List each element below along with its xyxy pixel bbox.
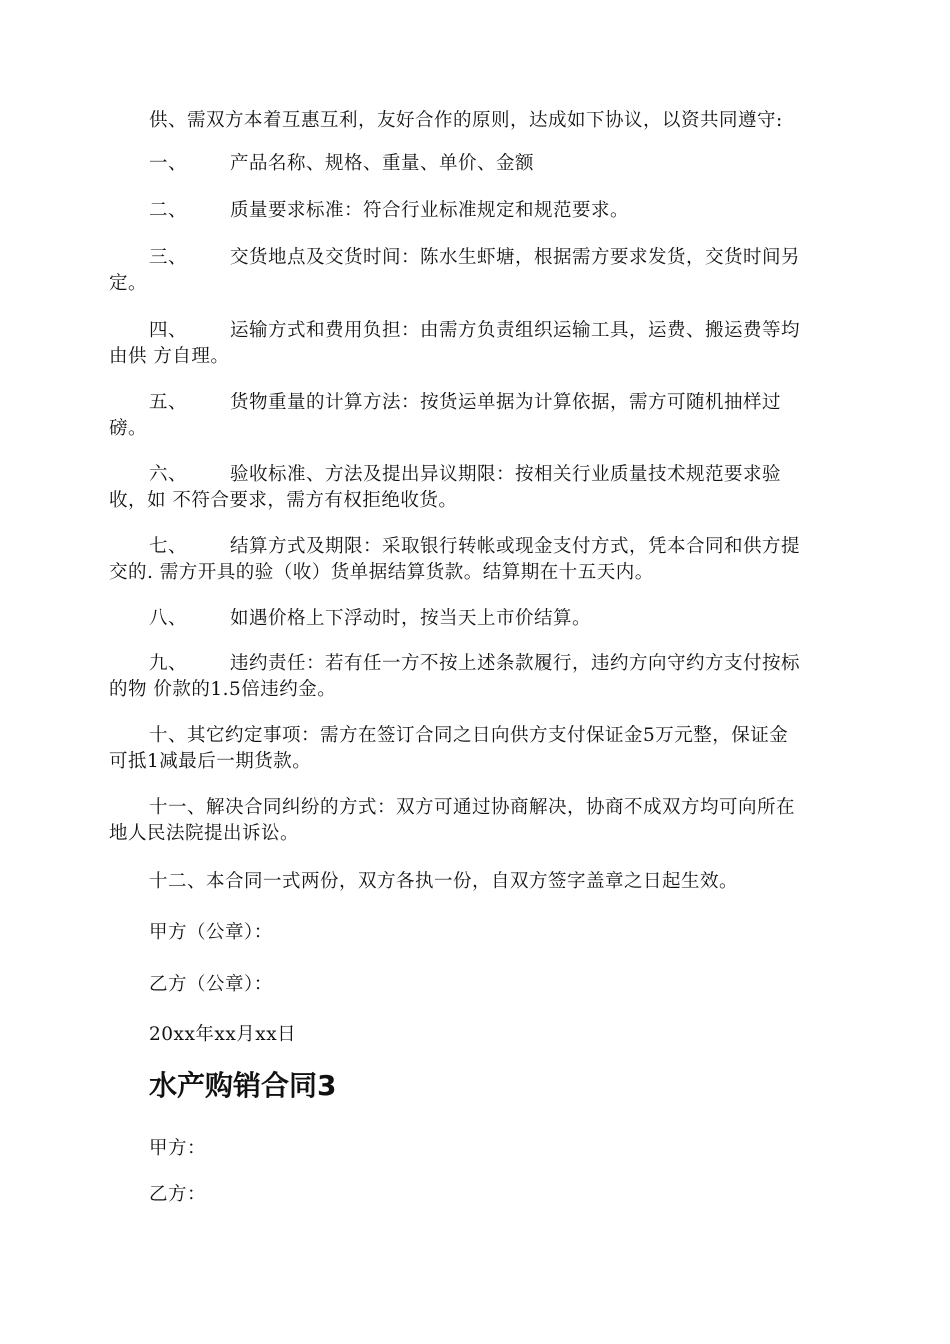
clause-text: 验收标准、方法及提出异议期限：按相关行业质量技术规范要求验 bbox=[230, 464, 782, 485]
clause-number: 九、 bbox=[149, 653, 188, 674]
clause-6 bbox=[109, 462, 851, 514]
clause-7 bbox=[109, 534, 851, 586]
clause-number: 四、 bbox=[149, 320, 188, 341]
clause-text: 结算方式及期限：采取银行转帐或现金支付方式，凭本合同和供方提 bbox=[230, 536, 801, 557]
party-a-line: 甲方： bbox=[149, 1138, 207, 1159]
clause-continuation: 磅。 bbox=[109, 418, 148, 439]
clause-text: 运输方式和费用负担：由需方负责组织运输工具，运费、搬运费等均 bbox=[230, 320, 801, 341]
clause-continuation: 可抵1减最后一期货款。 bbox=[109, 751, 312, 772]
signing-date: 20xx年xx月xx日 bbox=[149, 1024, 297, 1045]
clause-continuation: 收，如 不符合要求，需方有权拒绝收货。 bbox=[109, 490, 458, 511]
clause-text: 货物重量的计算方法：按货运单据为计算依据，需方可随机抽样过 bbox=[230, 392, 782, 413]
clause-10 bbox=[109, 723, 851, 775]
clause-text: 质量要求标准：符合行业标准规定和规范要求。 bbox=[230, 200, 630, 221]
clause-text: 交货地点及交货时间：陈水生虾塘，根据需方要求发货，交货时间另 bbox=[230, 247, 801, 268]
clause-9 bbox=[109, 651, 851, 703]
clause-continuation: 交的. 需方开具的验（收）货单据结算货款。结算期在十五天内。 bbox=[109, 562, 654, 583]
clause-2 bbox=[109, 198, 851, 224]
party-a-seal-line: 甲方（公章）： bbox=[149, 922, 273, 943]
clause-text: 产品名称、规格、重量、单价、金额 bbox=[230, 153, 535, 174]
party-b-line: 乙方： bbox=[149, 1184, 207, 1205]
clause-8 bbox=[109, 606, 851, 632]
clause-text: 十一、解决合同纠纷的方式：双方可通过协商解决，协商不成双方均可向所在 bbox=[149, 797, 796, 818]
clause-text: 如遇价格上下浮动时，按当天上市价结算。 bbox=[230, 608, 592, 629]
clause-text: 十、其它约定事项：需方在签订合同之日向供方支付保证金5万元整，保证金 bbox=[149, 725, 789, 746]
clause-continuation: 由供 方自理。 bbox=[109, 346, 230, 367]
clause-4 bbox=[109, 318, 851, 370]
clause-3 bbox=[109, 245, 851, 297]
clause-number: 六、 bbox=[149, 464, 188, 485]
clause-12: 十二、本合同一式两份，双方各执一份，自双方签字盖章之日起生效。 bbox=[149, 871, 739, 892]
clause-11 bbox=[109, 795, 851, 847]
clause-number: 二、 bbox=[149, 200, 188, 221]
section-title: 水产购销合同3 bbox=[149, 1069, 337, 1102]
clause-number: 三、 bbox=[149, 247, 188, 268]
clause-text: 违约责任：若有任一方不按上述条款履行，违约方向守约方支付按标 bbox=[230, 653, 801, 674]
clause-number: 八、 bbox=[149, 608, 188, 629]
clause-number: 七、 bbox=[149, 536, 188, 557]
party-b-seal-line: 乙方（公章）： bbox=[149, 974, 273, 995]
clause-1 bbox=[109, 151, 851, 177]
clause-continuation: 定。 bbox=[109, 273, 148, 294]
intro-paragraph: 供、需双方本着互惠互利，友好合作的原则，达成如下协议，以资共同遵守: bbox=[149, 110, 783, 131]
clause-continuation: 的物 价款的1.5倍违约金。 bbox=[109, 679, 337, 700]
clause-number: 一、 bbox=[149, 153, 188, 174]
clause-continuation: 地人民法院提出诉讼。 bbox=[109, 823, 300, 844]
clause-5 bbox=[109, 390, 851, 442]
clause-number: 五、 bbox=[149, 392, 188, 413]
